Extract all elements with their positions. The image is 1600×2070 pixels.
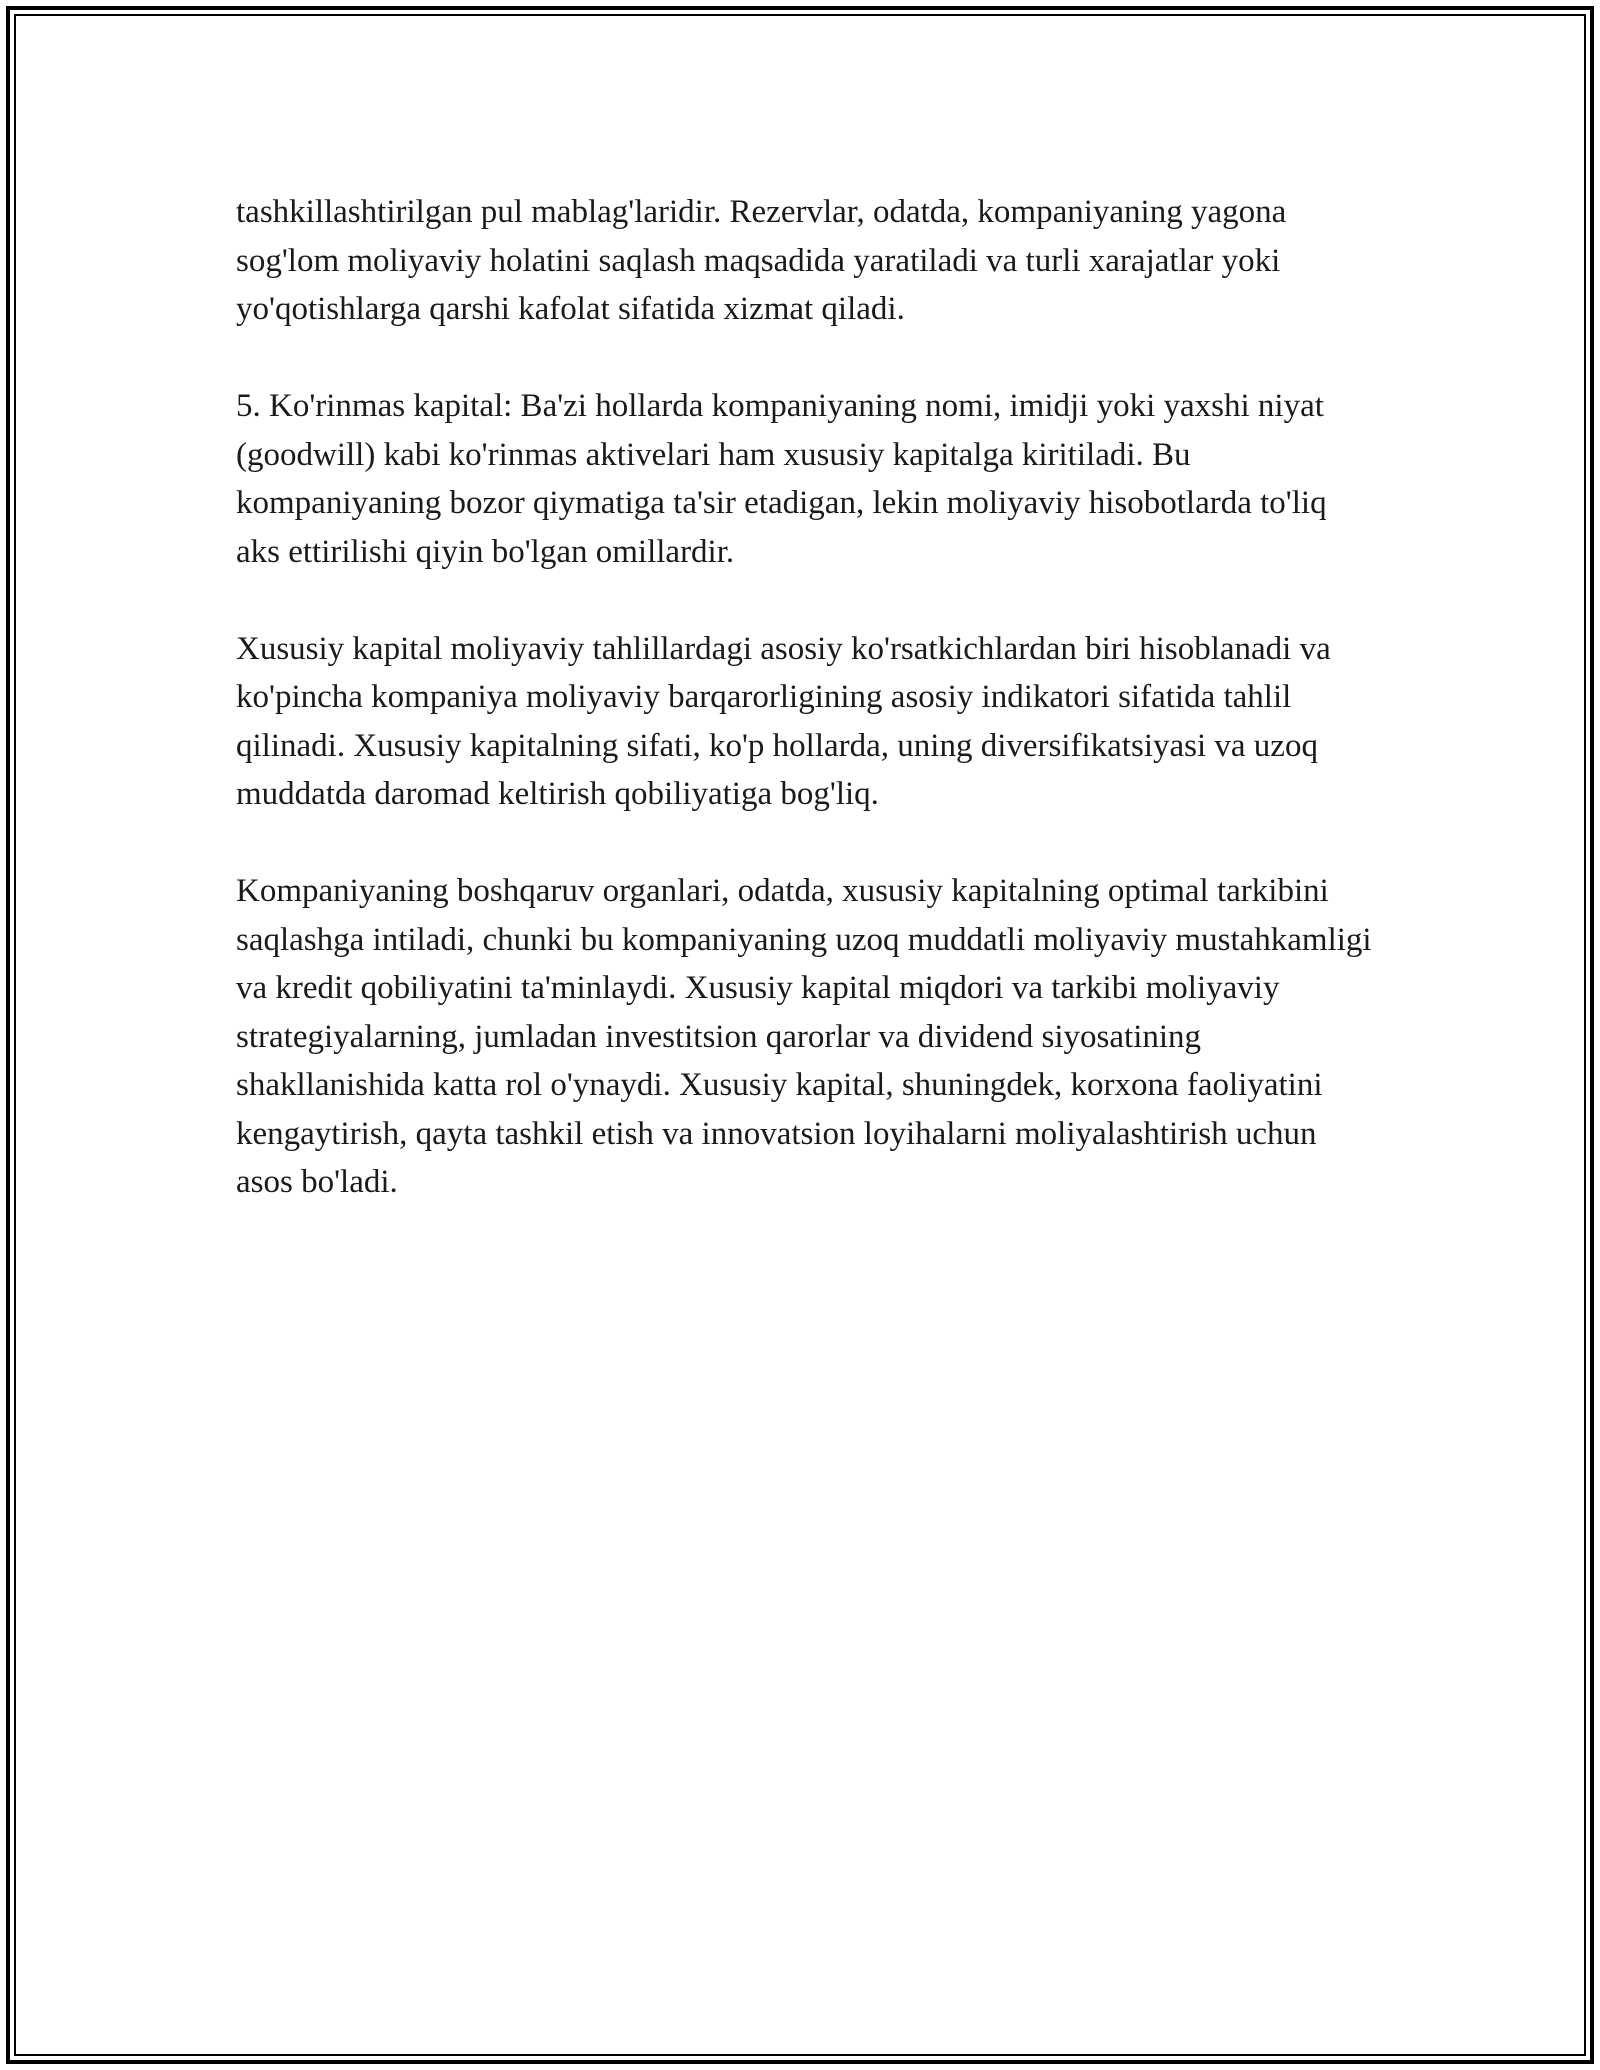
document-body [236,188,1376,1207]
paragraph-intangible-capital: 5. Ko'rinmas kapital: Ba'zi hollarda kompaniyaning nomi, imidji yoki yaxshi niyat (goodwill) kabi ko'rinmas aktivelari ham xususiy kapitalga kiritiladi. Bu kompaniyaning bozor qiymatiga ta'sir etadigan, lekin moliyaviy hisobotlarda to'liq aks ettirilishi qiyin bo'lgan omillardir. [236,388,1327,570]
paragraph-management-structure: Kompaniyaning boshqaruv organlari, odatda, xususiy kapitalning optimal tarkibini saqlashga intiladi, chunki bu kompaniyaning uzoq muddatli moliyaviy mustahkamligi va kredit qobiliyatini ta'minlaydi. Xususiy kapital miqdori va tarkibi moliyaviy strategiyalarning, jumladan investitsion qarorlar va dividend siyosatining shakllanishida katta rol o'ynaydi. Xususiy kapital, shuningdek, korxona faoliyatini kengaytirish, qayta tashkil etish va innovatsion loyihalarni moliyalashtirish uchun asos bo'ladi. [236,873,1372,1200]
paragraph-reserves-continuation: tashkillashtirilgan pul mablag'laridir. Rezervlar, odatda, kompaniyaning yagona sog'lom moliyaviy holatini saqlash maqsadida yaratiladi va turli xarajatlar yoki yo'qotishlarga qarshi kafolat sifatida xizmat qiladi. [236,194,1287,327]
paragraph-equity-analysis: Xususiy kapital moliyaviy tahlillardagi asosiy ko'rsatkichlardan biri hisoblanadi va ko'pincha kompaniya moliyaviy barqarorligining asosiy indikatori sifatida tahlil qilinadi. Xususiy kapitalning sifati, ko'p hollarda, uning diversifikatsiyasi va uzoq muddatda daromad keltirish qobiliyatiga bog'liq. [236,630,1331,812]
